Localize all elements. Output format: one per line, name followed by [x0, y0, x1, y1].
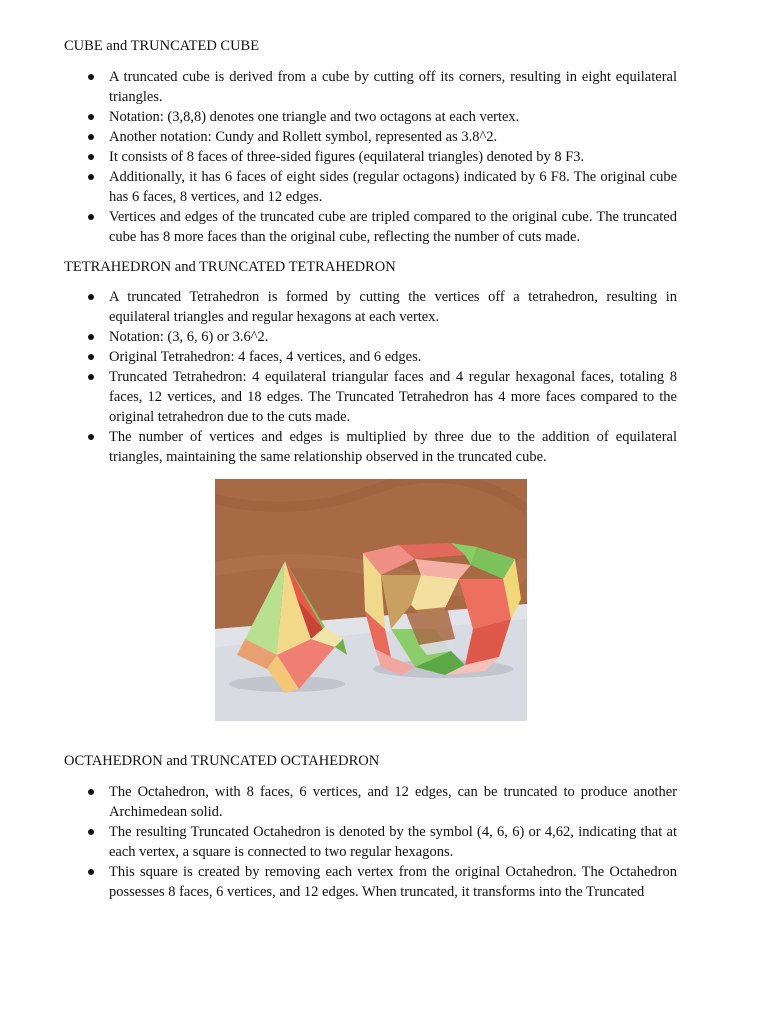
bullet-icon [88, 134, 94, 140]
list-item: Vertices and edges of the truncated cube are tripled compared to the original cube. The truncated cube has 8 more faces than the original cube, reflecting the number of cuts made. [64, 207, 677, 247]
bullet-list-tetrahedron [64, 287, 677, 467]
list-item: Additionally, it has 6 faces of eight sides (regular octagons) indicated by 6 F8. The original cube has 6 faces, 8 vertices, and 12 edges. [64, 167, 677, 207]
section-heading-octahedron: OCTAHEDRON and TRUNCATED OCTAHEDRON [64, 753, 380, 769]
bullet-icon [88, 74, 94, 80]
bullet-icon [88, 789, 94, 795]
section-heading-tetrahedron: TETRAHEDRON and TRUNCATED TETRAHEDRON [64, 259, 396, 275]
list-item: This square is created by removing each vertex from the original Octahedron. The Octahedron possesses 8 faces, 6 vertices, and 12 edges. When truncated, it transforms into the Truncated [64, 862, 677, 902]
bullet-list-octahedron [64, 782, 677, 902]
bullet-icon [88, 869, 94, 875]
list-item: A truncated Tetrahedron is formed by cutting the vertices off a tetrahedron, resulting in equilateral triangles and regular hexagons at each vertex. [64, 287, 677, 327]
section-heading-cube: CUBE and TRUNCATED CUBE [64, 38, 260, 54]
bullet-icon [88, 434, 94, 440]
bullet-icon [88, 374, 94, 380]
list-item: Another notation: Cundy and Rollett symbol, represented as 3.8^2. [64, 127, 677, 147]
list-item: Truncated Tetrahedron: 4 equilateral triangular faces and 4 regular hexagonal faces, totaling 8 faces, 12 vertices, and 18 edges. The Truncated Tetrahedron has 4 more faces compared to the original tetrahedron due to the cuts made. [64, 367, 677, 427]
bullet-icon [88, 294, 94, 300]
origami-polyhedra-photo [215, 479, 527, 721]
list-item: The resulting Truncated Octahedron is denoted by the symbol (4, 6, 6) or 4,62, indicating that at each vertex, a square is connected to two regular hexagons. [64, 822, 677, 862]
bullet-icon [88, 354, 94, 360]
list-item: Original Tetrahedron: 4 faces, 4 vertices, and 6 edges. [64, 347, 677, 367]
bullet-icon [88, 114, 94, 120]
list-item: It consists of 8 faces of three-sided figures (equilateral triangles) denoted by 8 F3. [64, 147, 677, 167]
bullet-icon [88, 214, 94, 220]
bullet-list-cube [64, 67, 677, 247]
list-item: The number of vertices and edges is multiplied by three due to the addition of equilateral triangles, maintaining the same relationship observed in the truncated cube. [64, 427, 677, 467]
bullet-icon [88, 829, 94, 835]
bullet-icon [88, 334, 94, 340]
list-item: Notation: (3,8,8) denotes one triangle and two octagons at each vertex. [64, 107, 677, 127]
list-item: Notation: (3, 6, 6) or 3.6^2. [64, 327, 677, 347]
bullet-icon [88, 174, 94, 180]
list-item: The Octahedron, with 8 faces, 6 vertices, and 12 edges, can be truncated to produce another Archimedean solid. [64, 782, 677, 822]
list-item: A truncated cube is derived from a cube by cutting off its corners, resulting in eight equilateral triangles. [64, 67, 677, 107]
photo-illustration [215, 479, 527, 721]
bullet-icon [88, 154, 94, 160]
